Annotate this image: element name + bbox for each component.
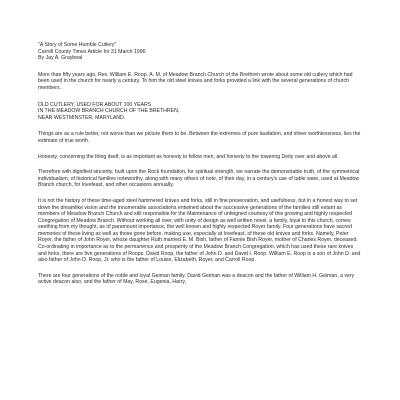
article-title: "A Story of Some Humble Cutlery": [38, 42, 117, 48]
article-source: Carroll County Times Article for 31 March 1996: [38, 48, 146, 55]
article-author: By Jay A. Graybeal: [38, 55, 83, 62]
intro-paragraph: More than fifty years ago, Rev. William E. Roop, A. M. of Meadow Branch Church of the Brethren wrote about some old cutlery which had been used in the church for nearly a century. To him the old steel knives and forks provided a link with the several generations of church members.: [38, 71, 353, 91]
article-header: [38, 42, 362, 62]
body-paragraph: Things are as a rule better, not worse than we picture them to be. Between the extremes of pure laudation, and sheer worthlessness, lies the estimate of true worth.: [38, 131, 361, 144]
section-heading: [38, 102, 362, 122]
body-paragraph: There are four generations of the noble and loyal Geiman family. David Geiman was a deacon and the father of William H. Geiman, a very active deacon also, and the father of May, Rose, Eugenia, Harry,: [38, 272, 355, 286]
section-heading-line-1: OLD CUTLERY, USED FOR ABOUT 100 YEARS: [38, 101, 152, 108]
body-paragraph: It is not the history of these time-aged steel hammered knives and forks, still in fine preservation, and usefulness, but in a honest way to set down the dreamlike vision and the innumerable associations entwined about the successive generations of the families still extant as members of Meadow Branch Church and still responsible for the Maintenance of unfeigned courtesy of this growing and highly respected Congregation of Meadow Branch. Without working all over, with unity of design as well written novel, a family, loyal to this church, comes seething from my thought, as of paramount importance, the well known and highly respected Royer family. Four generations have sacred memories of these living as well as those gone before, making use, especially at lovefeast, of these old knives and forks. Namely, Peter Royer, the father of John Royer, whose daughter Ruth married E. M. Bish, father of Fannie Bish Royer, mother of Charles Royer, deceased. Co-ordinating in importance as to the permanence and prosperity of the Meadow Branch Congregation, which has used these rare knives and forks, there are five generations of Roops. David Roop, the father of John D. and David I. Roop. William E. Roop is a son of John D. and also father of John D. Roop, Jr. who is the father of Louise, Elizabeth, Royer, and Carroll Roop.: [38, 197, 361, 264]
section-heading-line-2: IN THE MEADOW BRANCH CHURCH OF THE BRETHREN,: [38, 108, 180, 115]
section-heading-line-3: NEAR WESTMINSTER, MARYLAND.: [38, 114, 126, 121]
body-paragraph: Therefore with dignified sincerity, built upon the Rock foundation, for spiritual strength, we narrate the demonstrable truth, of the symmetrical individualism, of historical families noteworthy, along with many others of note, of their day, in a century's use of table ware, used at Meadow Branch church, for lovefeast, and other occasions annually.: [38, 169, 360, 189]
body-paragraph: Honesty, concerning the thing itself, is as important as honesty to fellow men, and honesty to the towering Deity over and above all.: [38, 153, 339, 160]
